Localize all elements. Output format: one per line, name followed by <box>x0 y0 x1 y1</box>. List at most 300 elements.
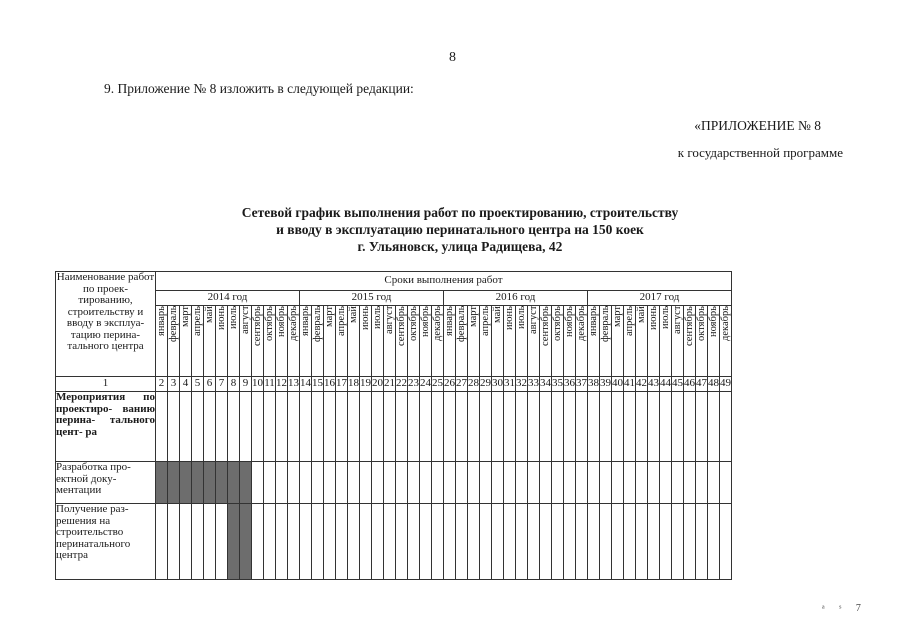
schedule-cell <box>420 504 432 580</box>
column-number: 10 <box>252 377 264 392</box>
schedule-cell <box>180 392 192 462</box>
schedule-cell <box>180 504 192 580</box>
month-header <box>636 306 648 377</box>
schedule-cell <box>720 462 732 504</box>
column-number: 18 <box>348 377 360 392</box>
year-header: 2015 год <box>300 291 444 306</box>
month-header <box>420 306 432 377</box>
schedule-cell <box>444 462 456 504</box>
schedule-cell <box>312 462 324 504</box>
schedule-cell <box>396 504 408 580</box>
scheduled-cell <box>204 462 216 504</box>
month-label: январь <box>300 306 311 336</box>
schedule-cell <box>684 392 696 462</box>
schedule-cell <box>348 392 360 462</box>
schedule-cell <box>384 392 396 462</box>
schedule-cell <box>432 392 444 462</box>
schedule-cell <box>300 504 312 580</box>
month-header <box>444 306 456 377</box>
schedule-cell <box>276 462 288 504</box>
schedule-cell <box>624 392 636 462</box>
schedule-cell <box>360 504 372 580</box>
schedule-cell <box>720 392 732 462</box>
schedule-cell <box>528 392 540 462</box>
schedule-cell <box>648 462 660 504</box>
scheduled-cell <box>228 462 240 504</box>
schedule-cell <box>384 462 396 504</box>
schedule-cell <box>684 504 696 580</box>
schedule-cell <box>504 504 516 580</box>
month-label: июнь <box>216 306 227 330</box>
month-label: март <box>468 306 479 327</box>
month-label: февраль <box>600 306 611 343</box>
activity-name: Разработка про- ектной доку- ментации <box>56 462 156 504</box>
schedule-cell <box>264 504 276 580</box>
schedule-cell <box>552 462 564 504</box>
schedule-cell <box>372 504 384 580</box>
schedule-cell <box>336 504 348 580</box>
schedule-cell <box>252 462 264 504</box>
month-label: ноябрь <box>276 306 287 337</box>
column-number: 42 <box>636 377 648 392</box>
schedule-cell <box>576 392 588 462</box>
schedule-cell <box>588 392 600 462</box>
schedule-cell <box>336 462 348 504</box>
month-header <box>612 306 624 377</box>
month-label: ноябрь <box>420 306 431 337</box>
schedule-cell <box>228 392 240 462</box>
column-number: 36 <box>564 377 576 392</box>
schedule-cell <box>612 392 624 462</box>
schedule-cell <box>336 392 348 462</box>
column-number: 44 <box>660 377 672 392</box>
column-number: 45 <box>672 377 684 392</box>
month-header <box>168 306 180 377</box>
scheduled-cell <box>168 462 180 504</box>
schedule-cell <box>420 392 432 462</box>
schedule-cell <box>468 504 480 580</box>
month-header <box>288 306 300 377</box>
column-number: 46 <box>684 377 696 392</box>
year-header: 2017 год <box>588 291 732 306</box>
month-label: июнь <box>648 306 659 330</box>
schedule-cell <box>504 462 516 504</box>
activity-row <box>56 392 732 462</box>
activity-name: Получение раз- решения на строительство перинатального центра <box>56 504 156 580</box>
column-number: 11 <box>264 377 276 392</box>
month-label: январь <box>156 306 167 336</box>
month-header <box>240 306 252 377</box>
schedule-cell <box>648 504 660 580</box>
schedule-cell <box>672 392 684 462</box>
schedule-cell <box>540 462 552 504</box>
month-header <box>408 306 420 377</box>
column-number: 15 <box>312 377 324 392</box>
month-label: август <box>240 306 251 335</box>
month-header <box>600 306 612 377</box>
month-header <box>180 306 192 377</box>
column-number: 22 <box>396 377 408 392</box>
month-header <box>648 306 660 377</box>
month-header <box>300 306 312 377</box>
column-number: 34 <box>540 377 552 392</box>
scheduled-cell <box>228 504 240 580</box>
schedule-cell <box>660 462 672 504</box>
column-number: 6 <box>204 377 216 392</box>
month-label: сентябрь <box>684 306 695 346</box>
schedule-cell <box>516 392 528 462</box>
month-header <box>624 306 636 377</box>
document-title <box>150 204 770 255</box>
month-header <box>264 306 276 377</box>
schedule-cell <box>396 392 408 462</box>
schedule-cell <box>612 462 624 504</box>
month-label: сентябрь <box>252 306 263 346</box>
month-header <box>252 306 264 377</box>
title-line: Сетевой график выполнения работ по проектированию, строительству <box>241 205 679 220</box>
schedule-cell <box>540 504 552 580</box>
column-number: 20 <box>372 377 384 392</box>
column-number: 37 <box>576 377 588 392</box>
month-label: январь <box>588 306 599 336</box>
schedule-cell <box>588 504 600 580</box>
scheduled-cell <box>156 462 168 504</box>
schedule-cell <box>240 392 252 462</box>
name-column-header: Наименование работ по проек- тированию, строительству и вводу в эксплуа- тацию перина- тального центра <box>56 272 156 377</box>
column-number: 31 <box>504 377 516 392</box>
schedule-cell <box>384 504 396 580</box>
month-label: июль <box>372 306 383 330</box>
schedule-cell <box>648 392 660 462</box>
schedule-cell <box>456 462 468 504</box>
schedule-cell <box>600 392 612 462</box>
month-label: апрель <box>336 306 347 337</box>
month-label: май <box>348 306 359 323</box>
schedule-cell <box>528 504 540 580</box>
schedule-cell <box>348 504 360 580</box>
schedule-cell <box>276 392 288 462</box>
schedule-cell <box>216 504 228 580</box>
month-label: июль <box>516 306 527 330</box>
month-header <box>324 306 336 377</box>
schedule-cell <box>576 504 588 580</box>
schedule-cell <box>492 504 504 580</box>
corner-marks: ᵃ ˢ 7 <box>822 603 867 614</box>
schedule-cell <box>672 504 684 580</box>
schedule-cell <box>684 462 696 504</box>
schedule-cell <box>288 462 300 504</box>
schedule-cell <box>636 504 648 580</box>
month-header <box>672 306 684 377</box>
month-header <box>348 306 360 377</box>
column-number: 40 <box>612 377 624 392</box>
schedule-cell <box>528 462 540 504</box>
column-number: 49 <box>720 377 732 392</box>
column-number: 32 <box>516 377 528 392</box>
schedule-cell <box>612 504 624 580</box>
column-number: 21 <box>384 377 396 392</box>
schedule-cell <box>624 462 636 504</box>
activity-row <box>56 462 732 504</box>
scheduled-cell <box>240 504 252 580</box>
month-header <box>696 306 708 377</box>
schedule-cell <box>432 504 444 580</box>
month-header <box>204 306 216 377</box>
schedule-cell <box>408 462 420 504</box>
title-line: г. Ульяновск, улица Радищева, 42 <box>357 239 563 254</box>
month-label: ноябрь <box>564 306 575 337</box>
scheduled-cell <box>180 462 192 504</box>
scheduled-cell <box>240 462 252 504</box>
month-label: июнь <box>504 306 515 330</box>
column-number: 41 <box>624 377 636 392</box>
month-label: май <box>636 306 647 323</box>
month-label: декабрь <box>576 306 587 341</box>
month-header <box>576 306 588 377</box>
month-label: февраль <box>168 306 179 343</box>
schedule-cell <box>480 504 492 580</box>
month-label: декабрь <box>432 306 443 341</box>
column-number: 4 <box>180 377 192 392</box>
schedule-cell <box>312 504 324 580</box>
schedule-cell <box>204 504 216 580</box>
appendix-label: «ПРИЛОЖЕНИЕ № 8 <box>694 118 821 133</box>
schedule-cell <box>588 462 600 504</box>
schedule-cell <box>696 392 708 462</box>
schedule-table <box>55 271 732 580</box>
schedule-cell <box>372 462 384 504</box>
month-header <box>156 306 168 377</box>
schedule-cell <box>564 462 576 504</box>
schedule-cell <box>660 392 672 462</box>
column-number: 29 <box>480 377 492 392</box>
column-number: 3 <box>168 377 180 392</box>
schedule-cell <box>624 504 636 580</box>
month-label: март <box>612 306 623 327</box>
schedule-cell <box>468 462 480 504</box>
column-number: 47 <box>696 377 708 392</box>
schedule-cell <box>276 504 288 580</box>
month-label: июнь <box>360 306 371 330</box>
column-number: 12 <box>276 377 288 392</box>
column-number: 26 <box>444 377 456 392</box>
schedule-cell <box>516 504 528 580</box>
column-number: 16 <box>324 377 336 392</box>
schedule-cell <box>696 462 708 504</box>
month-label: октябрь <box>408 306 419 341</box>
schedule-cell <box>456 392 468 462</box>
month-label: декабрь <box>288 306 299 341</box>
column-number: 9 <box>240 377 252 392</box>
schedule-cell <box>564 504 576 580</box>
schedule-cell <box>264 462 276 504</box>
schedule-cell <box>516 462 528 504</box>
month-label: август <box>672 306 683 335</box>
column-number: 13 <box>288 377 300 392</box>
column-number: 23 <box>408 377 420 392</box>
column-number: 30 <box>492 377 504 392</box>
schedule-cell <box>288 504 300 580</box>
schedule-cell <box>420 462 432 504</box>
schedule-cell <box>300 462 312 504</box>
schedule-cell <box>576 462 588 504</box>
page-number: 8 <box>449 50 456 65</box>
title-line: и вводу в эксплуатацию перинатального центра на 150 коек <box>276 222 644 237</box>
schedule-cell <box>360 462 372 504</box>
column-number: 35 <box>552 377 564 392</box>
month-header <box>660 306 672 377</box>
schedule-cell <box>600 504 612 580</box>
month-header <box>360 306 372 377</box>
column-number: 5 <box>192 377 204 392</box>
schedule-cell <box>480 462 492 504</box>
schedule-cell <box>480 392 492 462</box>
schedule-cell <box>708 504 720 580</box>
activity-row <box>56 504 732 580</box>
schedule-cell <box>348 462 360 504</box>
schedule-cell <box>636 392 648 462</box>
month-label: март <box>324 306 335 327</box>
schedule-cell <box>168 392 180 462</box>
column-number: 28 <box>468 377 480 392</box>
schedule-cell <box>324 392 336 462</box>
year-header: 2014 год <box>156 291 300 306</box>
schedule-cell <box>552 392 564 462</box>
schedule-cell <box>324 462 336 504</box>
month-header <box>432 306 444 377</box>
column-number: 7 <box>216 377 228 392</box>
schedule-cell <box>720 504 732 580</box>
month-label: февраль <box>312 306 323 343</box>
month-header <box>312 306 324 377</box>
month-label: ноябрь <box>708 306 719 337</box>
schedule-cell <box>396 462 408 504</box>
month-header <box>228 306 240 377</box>
column-number: 17 <box>336 377 348 392</box>
month-header <box>456 306 468 377</box>
month-label: август <box>528 306 539 335</box>
month-label: май <box>204 306 215 323</box>
column-number: 8 <box>228 377 240 392</box>
month-header <box>372 306 384 377</box>
month-header <box>564 306 576 377</box>
year-header: 2016 год <box>444 291 588 306</box>
schedule-cell <box>444 504 456 580</box>
schedule-cell <box>372 392 384 462</box>
activity-name: Мероприятия по проектиро- ванию перина- тального цент- ра <box>56 392 156 462</box>
month-header <box>468 306 480 377</box>
schedule-cell <box>636 462 648 504</box>
schedule-cell <box>696 504 708 580</box>
schedule-cell <box>552 504 564 580</box>
schedule-cell <box>192 504 204 580</box>
intro-text: 9. Приложение № 8 изложить в следующей редакции: <box>104 81 414 96</box>
month-label: май <box>492 306 503 323</box>
column-number: 24 <box>420 377 432 392</box>
month-header <box>516 306 528 377</box>
schedule-cell <box>504 392 516 462</box>
schedule-cell <box>288 392 300 462</box>
column-number: 1 <box>56 377 156 392</box>
column-number: 33 <box>528 377 540 392</box>
month-header <box>336 306 348 377</box>
column-number: 2 <box>156 377 168 392</box>
column-number: 39 <box>600 377 612 392</box>
schedule-cell <box>492 462 504 504</box>
month-header <box>384 306 396 377</box>
schedule-cell <box>432 462 444 504</box>
schedule-cell <box>252 504 264 580</box>
scheduled-cell <box>192 462 204 504</box>
column-number: 38 <box>588 377 600 392</box>
month-label: октябрь <box>696 306 707 341</box>
month-header <box>540 306 552 377</box>
schedule-cell <box>252 392 264 462</box>
month-header <box>492 306 504 377</box>
month-header <box>480 306 492 377</box>
schedule-cell <box>156 392 168 462</box>
month-label: октябрь <box>552 306 563 341</box>
schedule-cell <box>324 504 336 580</box>
schedule-cell <box>408 392 420 462</box>
schedule-cell <box>204 392 216 462</box>
schedule-cell <box>708 392 720 462</box>
month-label: февраль <box>456 306 467 343</box>
month-header <box>504 306 516 377</box>
month-header <box>552 306 564 377</box>
month-label: март <box>180 306 191 327</box>
month-header <box>708 306 720 377</box>
scheduled-cell <box>216 462 228 504</box>
month-label: сентябрь <box>540 306 551 346</box>
schedule-cell <box>168 504 180 580</box>
month-label: январь <box>444 306 455 336</box>
schedule-cell <box>564 392 576 462</box>
month-header <box>216 306 228 377</box>
schedule-cell <box>540 392 552 462</box>
schedule-cell <box>468 392 480 462</box>
schedule-cell <box>264 392 276 462</box>
month-label: сентябрь <box>396 306 407 346</box>
month-label: декабрь <box>720 306 731 341</box>
month-label: апрель <box>480 306 491 337</box>
month-label: апрель <box>624 306 635 337</box>
month-header <box>276 306 288 377</box>
appendix-subtitle: к государственной программе <box>677 145 843 160</box>
column-number: 43 <box>648 377 660 392</box>
schedule-cell <box>600 462 612 504</box>
month-label: июль <box>660 306 671 330</box>
schedule-cell <box>708 462 720 504</box>
column-number: 48 <box>708 377 720 392</box>
schedule-cell <box>492 392 504 462</box>
month-label: апрель <box>192 306 203 337</box>
month-header <box>720 306 732 377</box>
month-header <box>192 306 204 377</box>
schedule-cell <box>660 504 672 580</box>
month-header <box>396 306 408 377</box>
column-number: 14 <box>300 377 312 392</box>
schedule-cell <box>300 392 312 462</box>
column-number: 27 <box>456 377 468 392</box>
month-label: октябрь <box>264 306 275 341</box>
month-label: июль <box>228 306 239 330</box>
column-number: 25 <box>432 377 444 392</box>
month-label: август <box>384 306 395 335</box>
schedule-cell <box>192 392 204 462</box>
month-header <box>588 306 600 377</box>
month-header <box>684 306 696 377</box>
